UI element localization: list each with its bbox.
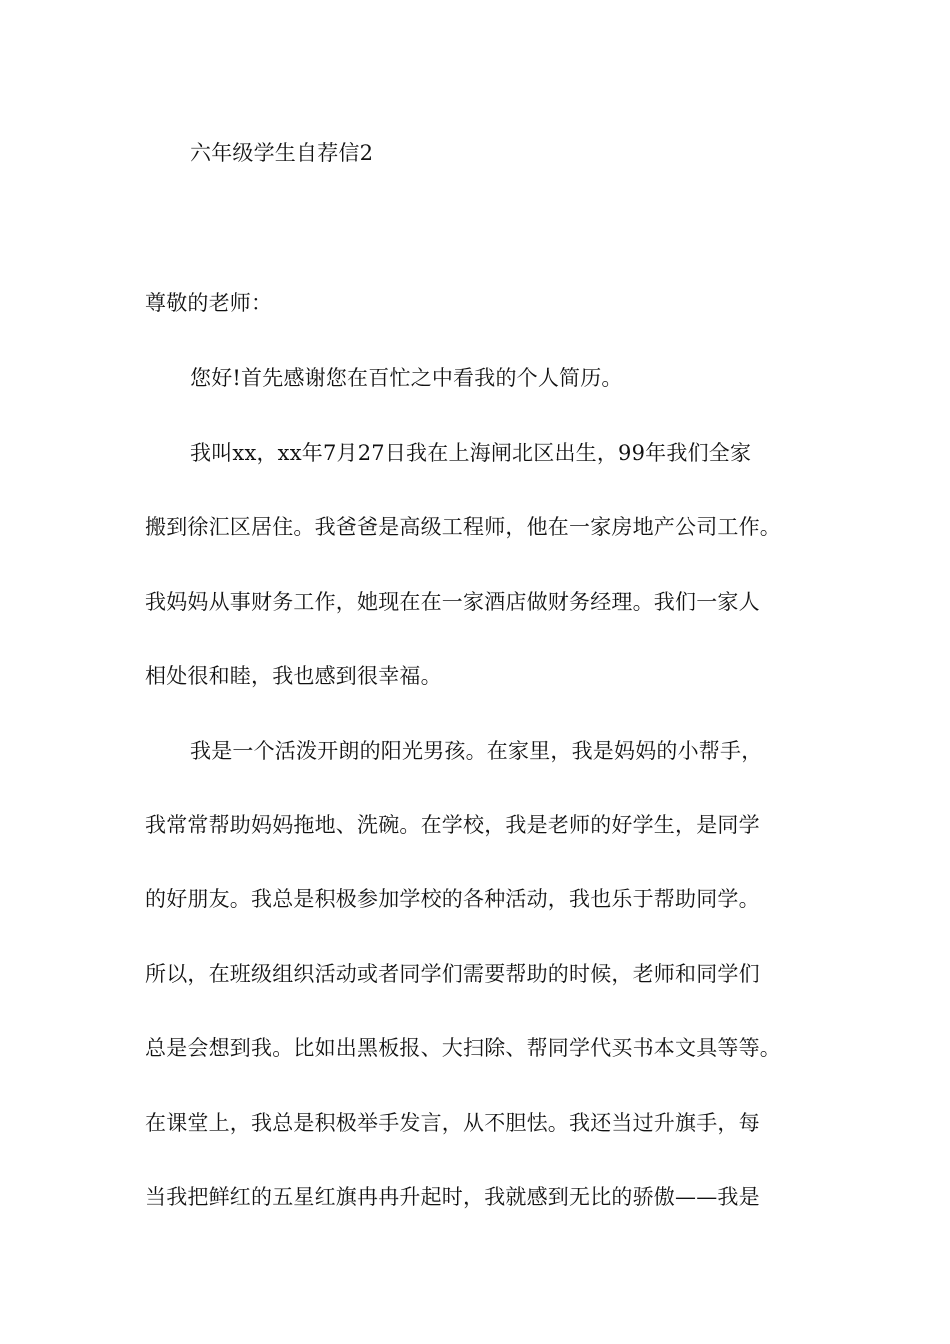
paragraph-line: 当我把鲜红的五星红旗冉冉升起时，我就感到无比的骄傲——我是 [145, 1185, 760, 1209]
salutation: 尊敬的老师： [145, 291, 273, 315]
paragraph-line: 的好朋友。我总是积极参加学校的各种活动，我也乐于帮助同学。 [145, 887, 760, 911]
paragraph-line: 在课堂上，我总是积极举手发言，从不胆怯。我还当过升旗手，每 [145, 1111, 760, 1135]
paragraph-line: 总是会想到我。比如出黑板报、大扫除、帮同学代买书本文具等等。 [145, 1036, 781, 1060]
paragraph-line: 我妈妈从事财务工作，她现在在一家酒店做财务经理。我们一家人 [145, 590, 760, 614]
paragraph-line: 相处很和睦，我也感到很幸福。 [145, 664, 442, 688]
paragraph-line: 搬到徐汇区居住。我爸爸是高级工程师，他在一家房地产公司工作。 [145, 515, 781, 539]
document-title: 六年级学生自荐信2 [190, 141, 374, 165]
paragraph-line: 我常常帮助妈妈拖地、洗碗。在学校，我是老师的好学生，是同学 [145, 813, 760, 837]
paragraph-line: 我叫xx，xx年7月27日我在上海闸北区出生，99年我们全家 [190, 441, 752, 465]
paragraph-line: 您好!首先感谢您在百忙之中看我的个人简历。 [190, 366, 623, 390]
paragraph-line: 我是一个活泼开朗的阳光男孩。在家里，我是妈妈的小帮手， [190, 739, 763, 763]
paragraph-line: 所以，在班级组织活动或者同学们需要帮助的时候，老师和同学们 [145, 962, 760, 986]
